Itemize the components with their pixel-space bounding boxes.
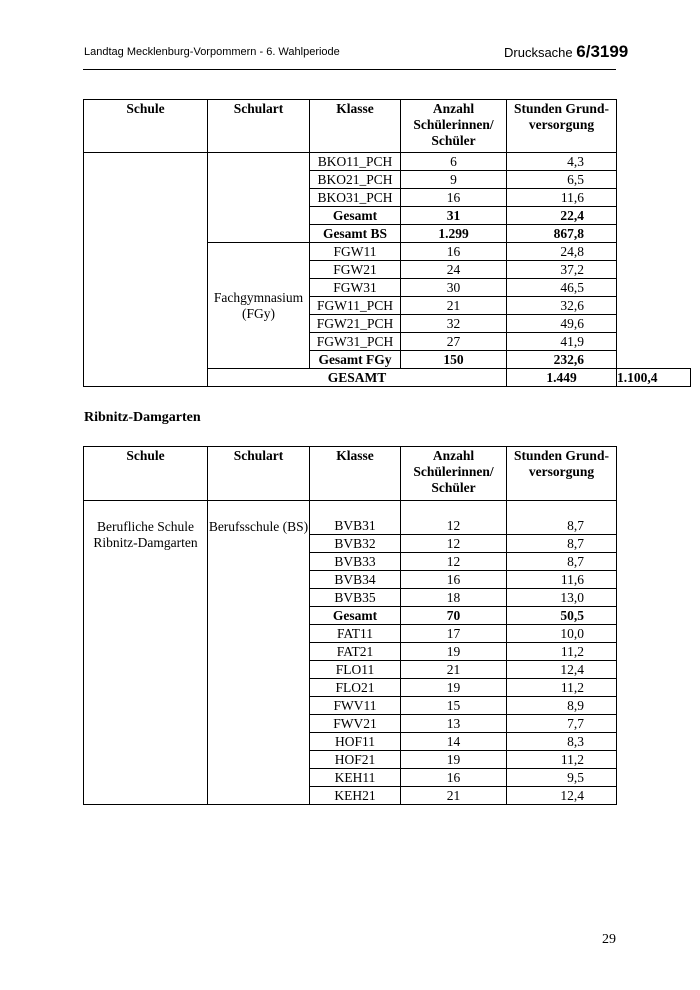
col-anzahl: Anzahl Schülerinnen/ Schüler xyxy=(401,447,507,501)
stunden-cell: 8,9 xyxy=(507,697,617,715)
anzahl-cell: 21 xyxy=(401,661,507,679)
stunden-cell: 12,4 xyxy=(507,661,617,679)
stunden-cell: 11,2 xyxy=(507,751,617,769)
table-row xyxy=(84,153,691,171)
col-anzahl: Anzahl Schülerinnen/ Schüler xyxy=(401,100,507,153)
stunden-cell: 41,9 xyxy=(507,333,617,351)
klasse-cell: BKO31_PCH xyxy=(310,189,401,207)
stunden-cell: 13,0 xyxy=(507,589,617,607)
school-table-ribnitz xyxy=(83,446,617,805)
klasse-cell: Gesamt BS xyxy=(310,225,401,243)
stunden-cell: 9,5 xyxy=(507,769,617,787)
anzahl-cell: 30 xyxy=(401,279,507,297)
stunden-cell: 50,5 xyxy=(507,607,617,625)
col-schulart: Schulart xyxy=(208,447,310,501)
klasse-cell: FWV21 xyxy=(310,715,401,733)
doc-label: Drucksache xyxy=(504,45,573,60)
anzahl-cell: 150 xyxy=(401,351,507,369)
klasse-cell: BVB31 xyxy=(310,501,401,535)
stunden-cell: 1.100,4 xyxy=(617,369,691,387)
klasse-cell: Gesamt FGy xyxy=(310,351,401,369)
klasse-cell: FAT21 xyxy=(310,643,401,661)
schule-cell: Berufliche Schule Ribnitz-Damgarten xyxy=(84,501,208,805)
klasse-cell: FWV11 xyxy=(310,697,401,715)
header-divider xyxy=(83,69,616,70)
table-header-row xyxy=(84,100,691,153)
anzahl-cell: 19 xyxy=(401,679,507,697)
anzahl-cell: 16 xyxy=(401,243,507,261)
anzahl-cell: 6 xyxy=(401,153,507,171)
stunden-cell: 8,7 xyxy=(507,501,617,535)
anzahl-cell: 31 xyxy=(401,207,507,225)
klasse-cell: FAT11 xyxy=(310,625,401,643)
table-row xyxy=(84,501,617,535)
klasse-cell: FGW21 xyxy=(310,261,401,279)
klasse-cell: HOF21 xyxy=(310,751,401,769)
klasse-cell: FGW11 xyxy=(310,243,401,261)
stunden-cell: 46,5 xyxy=(507,279,617,297)
klasse-cell: FGW11_PCH xyxy=(310,297,401,315)
anzahl-cell: 32 xyxy=(401,315,507,333)
stunden-cell: 22,4 xyxy=(507,207,617,225)
anzahl-cell: 16 xyxy=(401,571,507,589)
anzahl-cell: 16 xyxy=(401,189,507,207)
klasse-cell: KEH21 xyxy=(310,787,401,805)
anzahl-cell: 9 xyxy=(401,171,507,189)
anzahl-cell: 70 xyxy=(401,607,507,625)
anzahl-cell: 12 xyxy=(401,535,507,553)
anzahl-cell: 24 xyxy=(401,261,507,279)
anzahl-cell: 13 xyxy=(401,715,507,733)
klasse-cell: Gesamt xyxy=(310,207,401,225)
stunden-cell: 8,3 xyxy=(507,733,617,751)
col-schule: Schule xyxy=(84,447,208,501)
klasse-cell: FGW31 xyxy=(310,279,401,297)
stunden-cell: 7,7 xyxy=(507,715,617,733)
stunden-cell: 8,7 xyxy=(507,535,617,553)
stunden-cell: 11,2 xyxy=(507,643,617,661)
stunden-cell: 32,6 xyxy=(507,297,617,315)
klasse-cell: HOF11 xyxy=(310,733,401,751)
stunden-cell: 37,2 xyxy=(507,261,617,279)
stunden-cell: 867,8 xyxy=(507,225,617,243)
col-stunden: Stunden Grund-versorgung xyxy=(507,100,617,153)
table-header-row xyxy=(84,447,617,501)
klasse-cell: FGW31_PCH xyxy=(310,333,401,351)
klasse-cell: Gesamt xyxy=(310,607,401,625)
stunden-cell: 12,4 xyxy=(507,787,617,805)
anzahl-cell: 18 xyxy=(401,589,507,607)
klasse-cell: BVB32 xyxy=(310,535,401,553)
stunden-cell: 24,8 xyxy=(507,243,617,261)
schulart-cell: Berufsschule (BS) xyxy=(208,501,310,805)
klasse-cell: FGW21_PCH xyxy=(310,315,401,333)
klasse-cell: BVB34 xyxy=(310,571,401,589)
klasse-cell: FLO11 xyxy=(310,661,401,679)
anzahl-cell: 14 xyxy=(401,733,507,751)
stunden-cell: 232,6 xyxy=(507,351,617,369)
schulart-fgy-cell: Fachgymnasium (FGy) xyxy=(208,243,310,369)
klasse-cell: BVB35 xyxy=(310,589,401,607)
header-title: Landtag Mecklenburg-Vorpommern - 6. Wahlperiode xyxy=(84,46,340,58)
col-klasse: Klasse xyxy=(310,100,401,153)
schule-cell xyxy=(84,153,208,387)
klasse-cell: FLO21 xyxy=(310,679,401,697)
klasse-cell: BKO21_PCH xyxy=(310,171,401,189)
col-klasse: Klasse xyxy=(310,447,401,501)
anzahl-cell: 1.449 xyxy=(507,369,617,387)
col-schule: Schule xyxy=(84,100,208,153)
anzahl-cell: 27 xyxy=(401,333,507,351)
anzahl-cell: 17 xyxy=(401,625,507,643)
anzahl-cell: 12 xyxy=(401,553,507,571)
stunden-cell: 4,3 xyxy=(507,153,617,171)
stunden-cell: 10,0 xyxy=(507,625,617,643)
anzahl-cell: 16 xyxy=(401,769,507,787)
anzahl-cell: 1.299 xyxy=(401,225,507,243)
stunden-cell: 8,7 xyxy=(507,553,617,571)
anzahl-cell: 21 xyxy=(401,787,507,805)
anzahl-cell: 12 xyxy=(401,501,507,535)
stunden-cell: 11,2 xyxy=(507,679,617,697)
school-table-continued xyxy=(83,99,691,387)
anzahl-cell: 21 xyxy=(401,297,507,315)
col-stunden: Stunden Grund-versorgung xyxy=(507,447,617,501)
stunden-cell: 6,5 xyxy=(507,171,617,189)
stunden-cell: 11,6 xyxy=(507,571,617,589)
section-heading: Ribnitz-Damgarten xyxy=(84,410,201,425)
anzahl-cell: 19 xyxy=(401,751,507,769)
anzahl-cell: 15 xyxy=(401,697,507,715)
document-number xyxy=(504,42,628,62)
stunden-cell: 11,6 xyxy=(507,189,617,207)
anzahl-cell: 19 xyxy=(401,643,507,661)
klasse-cell: BVB33 xyxy=(310,553,401,571)
col-schulart: Schulart xyxy=(208,100,310,153)
doc-number: 6/3199 xyxy=(576,42,629,61)
klasse-cell: BKO11_PCH xyxy=(310,153,401,171)
klasse-cell: KEH11 xyxy=(310,769,401,787)
stunden-cell: 49,6 xyxy=(507,315,617,333)
grand-total-label: GESAMT xyxy=(208,369,507,387)
schulart-cell xyxy=(208,153,310,243)
page-number: 29 xyxy=(602,932,616,947)
